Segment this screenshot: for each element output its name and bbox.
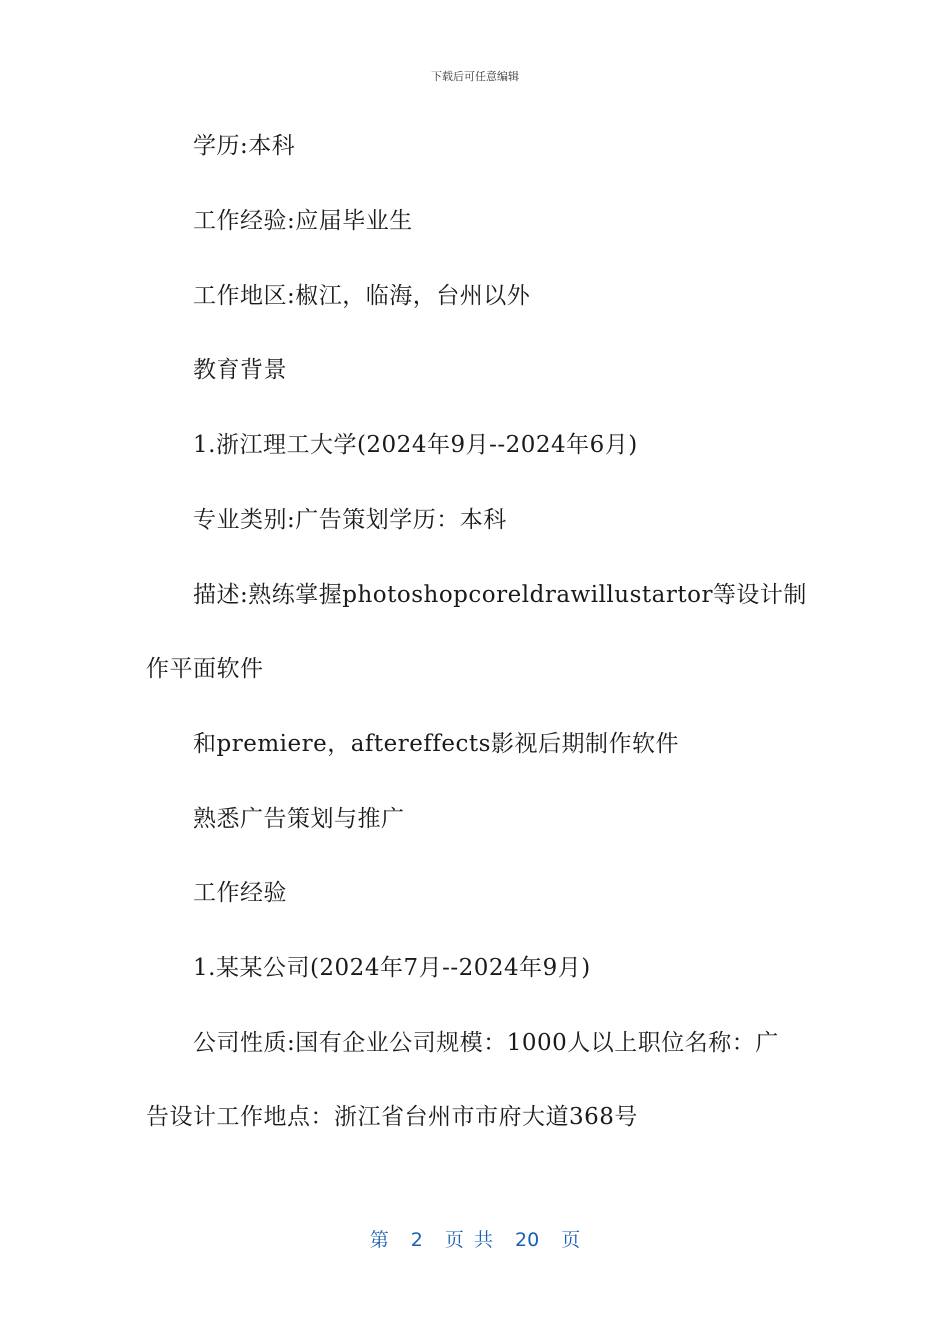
page-label-prefix: 第	[369, 1229, 389, 1251]
work-location: 工作地区:椒江，临海，台州以外	[193, 283, 531, 309]
skills-description: 描述:熟练掌握photoshopcoreldrawillustartor等设计制	[193, 582, 807, 608]
video-software-skills: 和premiere，aftereffects影视后期制作软件	[193, 731, 679, 757]
education-level: 学历:本科	[193, 133, 296, 159]
page-footer	[0, 1225, 950, 1252]
ad-planning-skills: 熟悉广告策划与推广	[193, 806, 405, 832]
education-entry: 1.浙江理工大学(2024年9月--2024年6月)	[193, 432, 638, 458]
work-experience-summary: 工作经验:应届毕业生	[193, 208, 413, 234]
work-entry: 1.某某公司(2024年7月--2024年9月)	[193, 955, 591, 981]
total-page-count: 20	[515, 1229, 540, 1251]
company-details-continued: 告设计工作地点：浙江省台州市市府大道368号	[146, 1104, 638, 1130]
major-category: 专业类别:广告策划学历：本科	[193, 507, 507, 533]
page-label-suffix: 页	[561, 1229, 581, 1251]
section-heading-work: 工作经验	[193, 880, 287, 906]
page-label-mid: 页 共	[444, 1229, 493, 1251]
company-details: 公司性质:国有企业公司规模：1000人以上职位名称：广	[193, 1030, 779, 1056]
section-heading-education: 教育背景	[193, 357, 287, 383]
skills-description-continued: 作平面软件	[146, 656, 264, 682]
page-header: 下载后可任意编辑	[431, 70, 519, 83]
current-page-number: 2	[410, 1229, 423, 1251]
